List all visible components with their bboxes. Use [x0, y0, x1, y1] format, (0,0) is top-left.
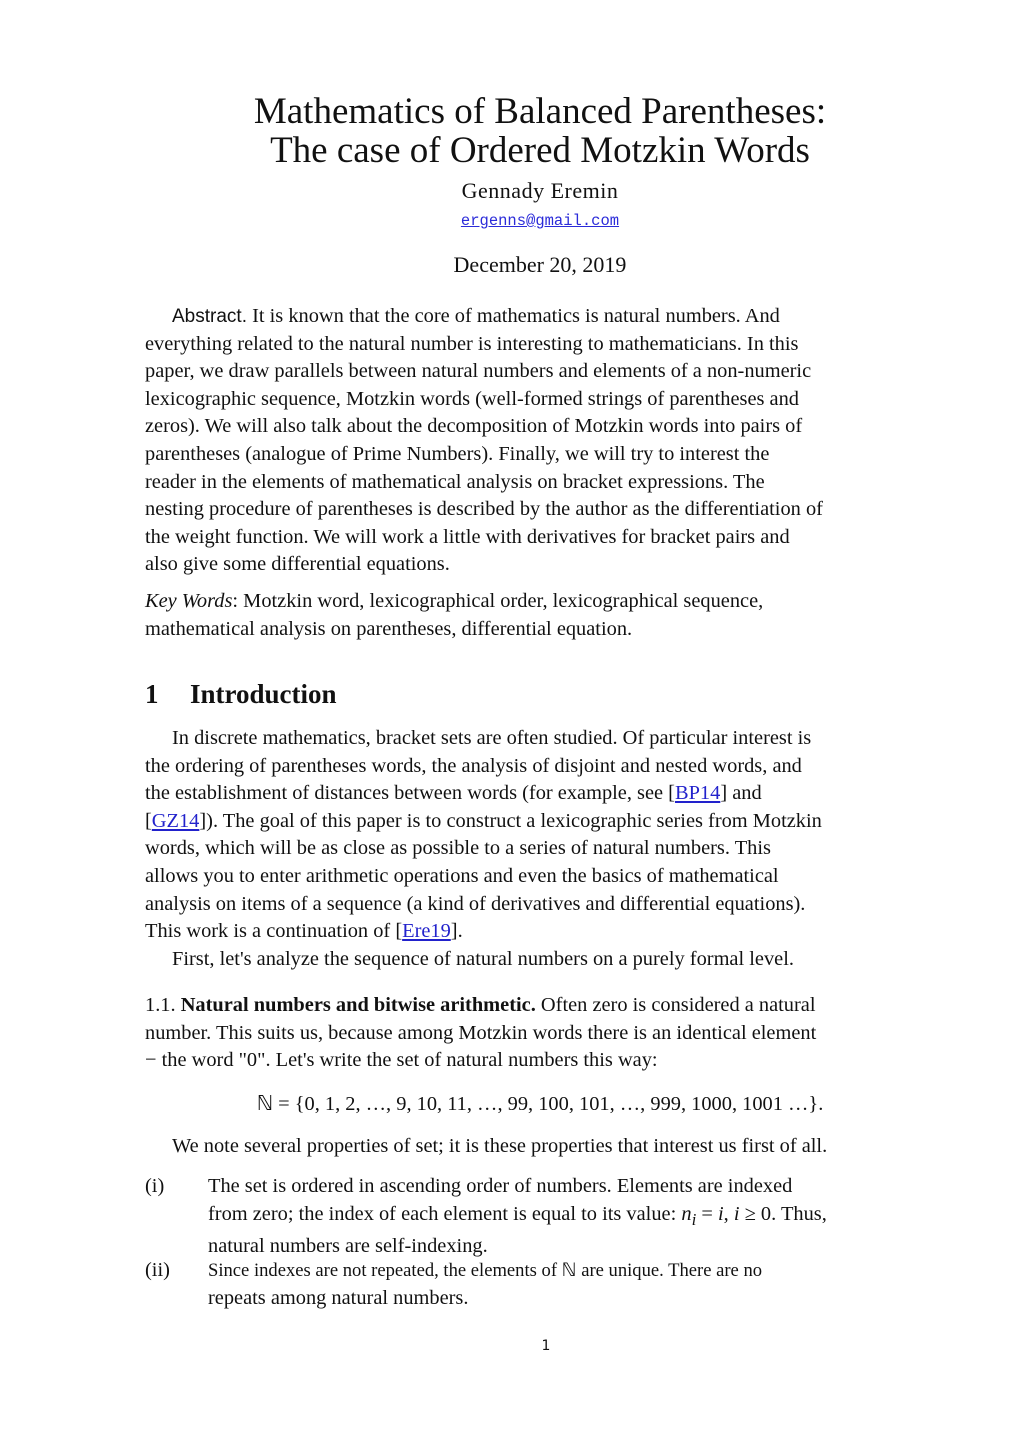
keywords-line: mathematical analysis on parentheses, differential equation.	[145, 617, 633, 640]
text-line: analysis on items of a sequence (a kind of derivatives and differential equations).	[145, 892, 806, 915]
abstract-line: also give some differential equations.	[145, 553, 450, 576]
page-number: 1	[541, 1338, 551, 1354]
text-fragment: ].	[450, 920, 463, 943]
section-heading-introduction	[145, 679, 337, 710]
text-line	[145, 808, 947, 836]
text-fragment: ≥ 0. Thus,	[739, 1202, 827, 1225]
citation-link-bp14[interactable]: BP14	[674, 782, 721, 805]
keywords-text: : Motzkin word, lexicographical order, lexicographical sequence,	[232, 590, 764, 612]
text-line: words, which will be as close as possible to a series of natural numbers. This	[145, 837, 771, 860]
text-line	[208, 1201, 947, 1234]
abstract-line	[145, 303, 947, 331]
text-line: In discrete mathematics, bracket sets are often studied. Of particular interest is	[172, 727, 812, 749]
text-fragment: ] and	[720, 782, 762, 805]
text-fragment: ]). The goal of this paper is to construct a lexicographic series from Motzkin	[199, 809, 822, 832]
text-fragment: This work is a continuation of [	[145, 920, 403, 943]
abstract-line: paper, we draw parallels between natural numbers and elements of a non-numeric	[145, 360, 812, 383]
keywords-line	[145, 588, 947, 616]
math-comma: ,	[723, 1202, 734, 1225]
list-item	[145, 1257, 947, 1312]
list-marker: (ii)	[145, 1259, 170, 1281]
abstract	[145, 303, 947, 579]
text-line	[145, 918, 947, 946]
math-subscript-i: i	[691, 1209, 697, 1229]
title-line-2: The case of Ordered Motzkin Words	[270, 130, 810, 171]
math-i: i	[718, 1202, 724, 1225]
text-line: the ordering of parentheses words, the analysis of disjoint and nested words, and	[145, 754, 802, 777]
section-title: Introduction	[190, 679, 337, 709]
list-item	[145, 1173, 947, 1261]
property-item-ii	[145, 1257, 947, 1312]
email-link[interactable]: ergenns@gmail.com	[460, 212, 620, 230]
text-line: The set is ordered in ascending order of numbers. Elements are indexed	[208, 1175, 793, 1197]
text-line: allows you to enter arithmetic operations and even the basics of mathematical	[145, 864, 779, 887]
abstract-line: lexicographic sequence, Motzkin words (well-formed strings of parentheses and	[145, 387, 799, 410]
text-line: repeats among natural numbers.	[208, 1286, 469, 1309]
abstract-line: everything related to the natural number is interesting to mathematicians. In this	[145, 332, 799, 355]
text-fragment: from zero; the index of each element is equal to its value:	[208, 1202, 682, 1225]
abstract-label: Abstract.	[172, 306, 247, 327]
math-equals: =	[696, 1202, 718, 1225]
subsection-title: Natural numbers and bitwise arithmetic.	[180, 994, 536, 1016]
keywords-label: Key Words	[145, 590, 233, 612]
author-email	[0, 212, 1020, 230]
subsection-1-1	[145, 992, 947, 1075]
abstract-line: nesting procedure of parentheses is described by the author as the differentiation of	[145, 498, 823, 521]
text-line: natural numbers are self-indexing.	[208, 1235, 488, 1258]
introduction-body	[145, 725, 947, 973]
text-line: Since indexes are not repeated, the elements of ℕ are unique. There are no	[208, 1260, 763, 1281]
text-line	[145, 780, 947, 808]
title-line-1: Mathematics of Balanced Parentheses:	[253, 91, 827, 132]
property-item-i	[145, 1173, 947, 1261]
text-line: number. This suits us, because among Motzkin words there is an identical element	[145, 1021, 817, 1044]
text-line: We note several properties of set; it is these properties that interest us first of all.	[172, 1135, 828, 1157]
citation-link-ere19[interactable]: Ere19	[402, 920, 451, 943]
abstract-line: the weight function. We will work a little with derivatives for bracket pairs and	[145, 525, 790, 548]
intro-paragraph-1	[145, 725, 947, 946]
intro-paragraph-2: First, let's analyze the sequence of natural numbers on a purely formal level.	[172, 947, 794, 970]
paper-title	[0, 92, 1020, 170]
abstract-line: reader in the elements of mathematical analysis on bracket expressions. The	[145, 470, 765, 493]
text-fragment: the establishment of distances between words (for example, see [	[145, 782, 675, 805]
citation-link-gz14[interactable]: GZ14	[151, 809, 200, 832]
abstract-text: It is known that the core of mathematics is natural numbers. And	[246, 305, 780, 327]
properties-intro	[145, 1133, 947, 1161]
keywords	[145, 588, 947, 643]
paper-date: December 20, 2019	[453, 252, 627, 277]
text-line: − the word "0". Let's write the set of natural numbers this way:	[145, 1049, 658, 1072]
natural-numbers-formula: ℕ = {0, 1, 2, …, 9, 10, 11, …, 99, 100, 101, …, 999, 1000, 1001 …}.	[256, 1093, 824, 1115]
text-fragment: [	[145, 809, 152, 832]
abstract-line: parentheses (analogue of Prime Numbers). Finally, we will try to interest the	[145, 442, 770, 465]
subsection-number: 1.1.	[145, 994, 176, 1016]
list-marker: (i)	[145, 1175, 165, 1197]
section-number: 1	[145, 679, 159, 709]
abstract-line: zeros). We will also talk about the decomposition of Motzkin words into pairs of	[145, 415, 803, 438]
math-i: i	[733, 1202, 740, 1225]
text-line	[145, 992, 947, 1020]
math-n: n	[681, 1202, 692, 1225]
author-name: Gennady Eremin	[461, 178, 619, 203]
text-fragment: Often zero is considered a natural	[535, 994, 816, 1016]
